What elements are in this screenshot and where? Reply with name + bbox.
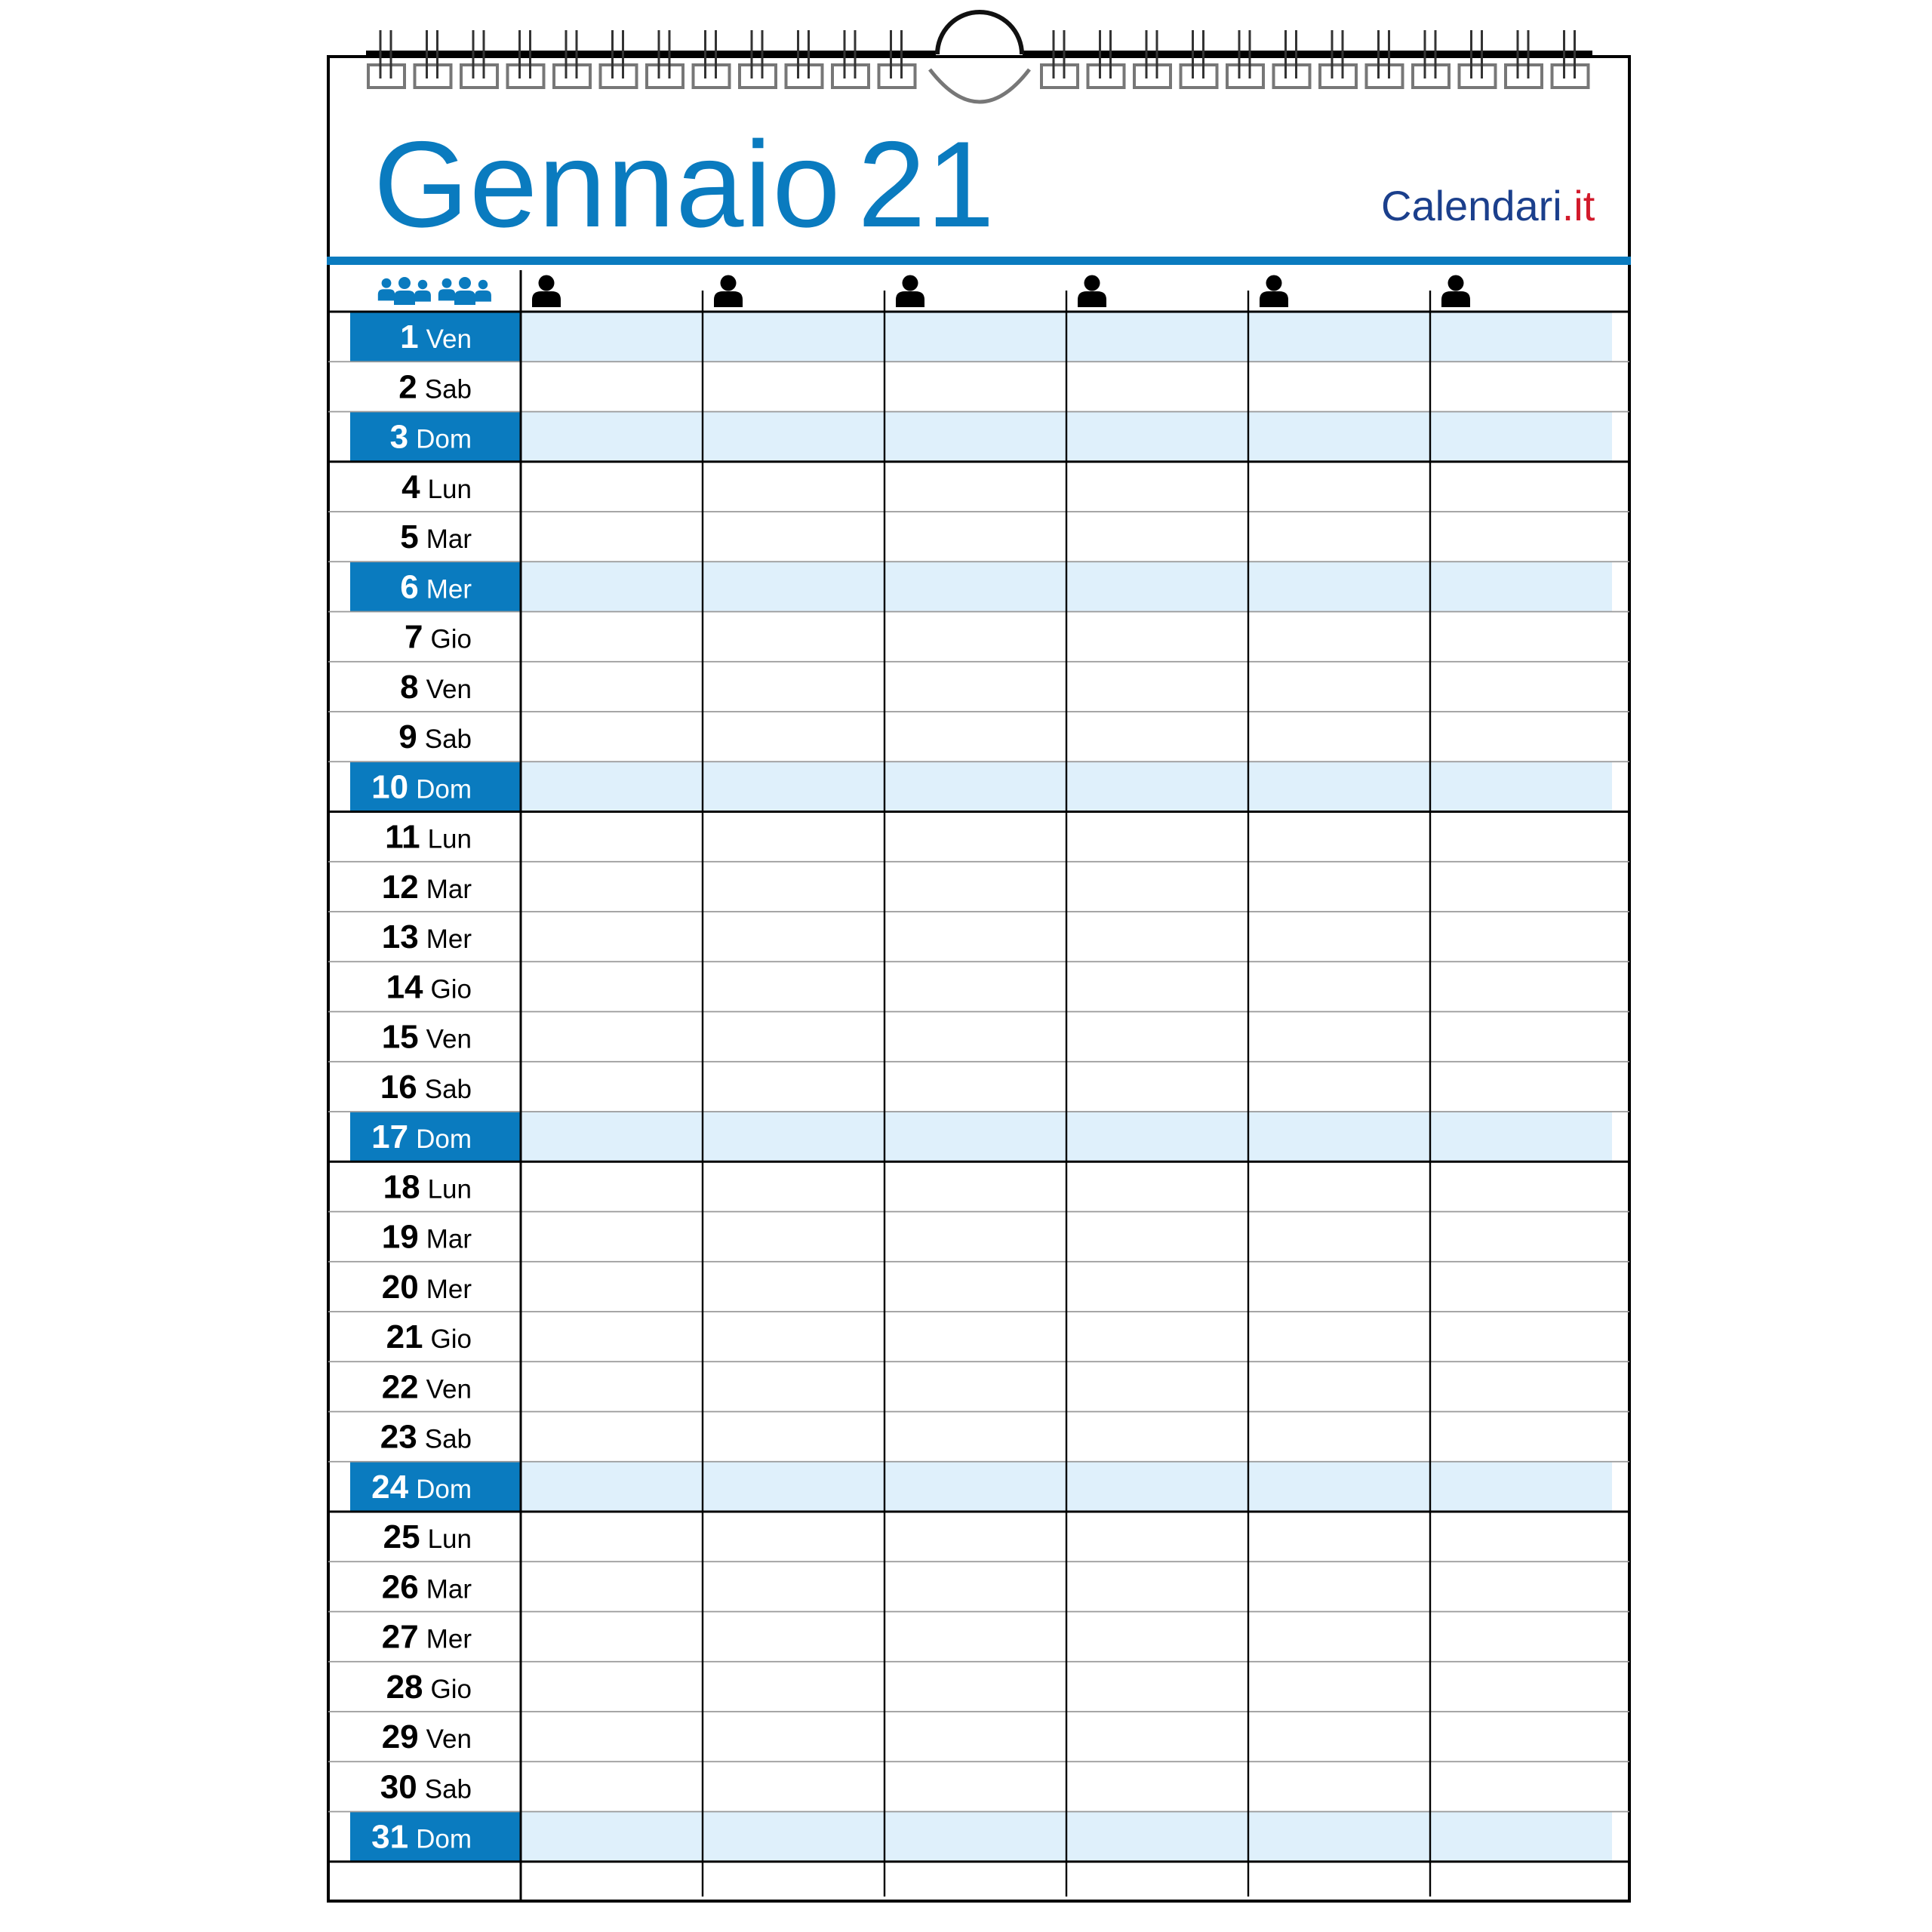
day-number: 24 [371, 1468, 409, 1506]
day-label [383, 1518, 472, 1555]
day-label [382, 1718, 472, 1755]
day-number: 23 [380, 1418, 417, 1456]
weekday-name: Mar [426, 525, 472, 554]
day-label [401, 469, 472, 506]
day-label [398, 368, 472, 405]
brand-name: Calendari [1381, 182, 1562, 229]
day-number: 3 [389, 418, 409, 456]
day-label [398, 718, 472, 755]
day-number: 8 [400, 668, 419, 706]
day-number: 12 [381, 868, 419, 906]
day-number: 16 [380, 1068, 417, 1106]
day-label [380, 1419, 472, 1456]
person-icon [714, 275, 743, 308]
day-label [371, 1469, 472, 1506]
weekday-name: Dom [416, 1474, 472, 1504]
weekday-name: Ven [426, 674, 472, 704]
weekday-name: Sab [424, 724, 472, 754]
day-label [400, 318, 472, 355]
day-number: 13 [381, 918, 419, 955]
day-label [382, 1269, 472, 1306]
day-number: 15 [381, 1018, 419, 1056]
day-label [382, 1368, 472, 1405]
weekday-name: Lun [427, 1174, 472, 1204]
person-icon [896, 275, 924, 308]
family-group-icon [378, 277, 491, 305]
weekday-name: Gio [430, 624, 472, 654]
weekday-name: Lun [427, 1524, 472, 1554]
day-label [382, 1019, 472, 1056]
weekday-name: Lun [427, 824, 472, 854]
weekday-name: Sab [424, 374, 472, 405]
day-number: 31 [371, 1818, 409, 1856]
weekday-name: Ven [426, 325, 472, 354]
day-label [371, 1118, 472, 1155]
weekday-name: Dom [416, 1824, 472, 1854]
day-number: 7 [405, 618, 423, 656]
weekday-name: Mer [426, 1274, 472, 1304]
weekday-name: Gio [430, 974, 472, 1004]
day-label [386, 968, 472, 1005]
brand-tld: .it [1561, 182, 1595, 229]
weekday-name: Sab [424, 1074, 472, 1104]
weekday-name: Ven [426, 1724, 472, 1754]
weekday-name: Sab [424, 1774, 472, 1804]
day-number: 19 [381, 1218, 419, 1256]
day-number: 9 [398, 718, 417, 755]
day-number: 30 [380, 1768, 417, 1806]
day-label [382, 1219, 472, 1256]
weekday-name: Gio [430, 1324, 472, 1354]
day-number: 18 [383, 1168, 420, 1206]
weekday-name: Mar [426, 1574, 472, 1604]
day-number: 1 [400, 318, 419, 355]
day-number: 21 [386, 1318, 423, 1355]
day-number: 5 [400, 518, 419, 555]
weekday-name: Lun [427, 474, 472, 504]
day-number: 27 [381, 1618, 419, 1656]
weekday-name: Mer [426, 924, 472, 954]
day-number: 14 [386, 968, 423, 1006]
day-label [371, 1819, 472, 1856]
month-name: Gennaio [374, 116, 841, 253]
day-number: 2 [398, 368, 417, 406]
weekday-name: Ven [426, 1374, 472, 1404]
day-number: 17 [371, 1118, 409, 1155]
day-number: 6 [400, 568, 419, 606]
day-label [390, 419, 472, 456]
weekday-name: Dom [416, 424, 472, 454]
weekday-name: Mer [426, 574, 472, 605]
day-number: 26 [381, 1568, 419, 1606]
day-label [382, 918, 472, 955]
day-label [383, 1168, 472, 1205]
day-number: 22 [381, 1368, 419, 1406]
person-icon [1441, 275, 1470, 308]
day-label [400, 669, 472, 706]
day-number: 28 [386, 1668, 423, 1706]
day-number: 4 [401, 468, 420, 506]
weekday-name: Ven [426, 1024, 472, 1054]
weekday-name: Dom [416, 774, 472, 804]
day-number: 25 [383, 1518, 420, 1555]
day-label [400, 518, 472, 555]
day-label [386, 1318, 472, 1355]
day-label [405, 619, 472, 656]
day-label [371, 768, 472, 805]
day-label [382, 869, 472, 906]
weekday-name: Sab [424, 1424, 472, 1454]
day-label [386, 1669, 472, 1706]
person-icon [1078, 275, 1106, 308]
weekday-name: Dom [416, 1124, 472, 1154]
day-label [385, 819, 472, 856]
weekday-name: Mar [426, 874, 472, 904]
day-label [382, 1619, 472, 1656]
weekday-name: Gio [430, 1674, 472, 1704]
day-label [380, 1768, 472, 1805]
day-number: 11 [385, 818, 420, 856]
weekday-name: Mar [426, 1224, 472, 1254]
day-label [380, 1069, 472, 1106]
day-number: 10 [371, 768, 409, 806]
weekday-name: Mer [426, 1624, 472, 1654]
day-label [400, 568, 472, 605]
person-icon [532, 275, 561, 308]
day-number: 29 [381, 1718, 419, 1755]
day-label [382, 1568, 472, 1605]
day-number: 20 [381, 1268, 419, 1306]
year-label: 21 [857, 116, 995, 253]
person-icon [1260, 275, 1288, 308]
